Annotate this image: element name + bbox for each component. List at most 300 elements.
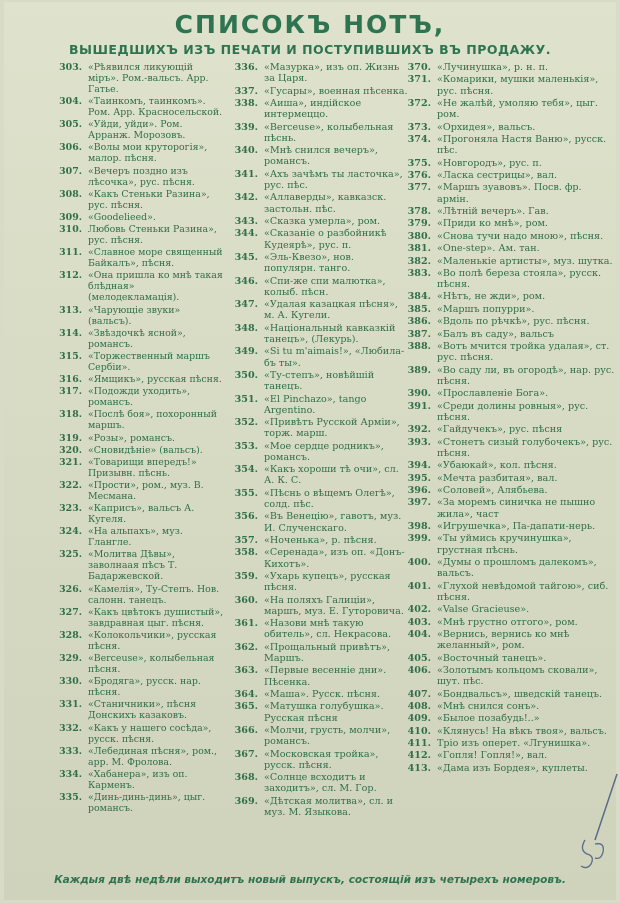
entry-number: 336.	[234, 62, 258, 73]
entry-title: «Звѣздочкѣ ясной», романсъ.	[88, 327, 186, 350]
entry-number: 385.	[407, 303, 431, 315]
entry-number: 351.	[234, 393, 258, 405]
catalog-entry	[54, 374, 224, 385]
entry-number: 393.	[407, 436, 431, 448]
entry-title: «Мечта разбитая», вал.	[437, 472, 558, 484]
catalog-column-3	[403, 62, 615, 775]
entry-number: 339.	[234, 121, 258, 133]
entry-number: 340.	[234, 145, 258, 157]
entry-title: «Ноченька», р. пѣсня.	[264, 535, 377, 547]
entry-title: «Эль-Квезо», нов. популярн. танго.	[264, 251, 354, 275]
catalog-entry	[403, 701, 615, 712]
entry-number: 334.	[59, 768, 82, 780]
entry-number: 390.	[407, 388, 431, 400]
catalog-entry	[403, 365, 615, 387]
entry-number: 379.	[407, 218, 431, 230]
entry-title: «Золотымъ кольцомъ сковали», шут. пѣс.	[437, 664, 598, 688]
catalog-entry	[403, 473, 615, 484]
catalog-column-2	[230, 62, 408, 819]
entry-title: «Гопля! Гопля!», вал.	[437, 750, 548, 762]
catalog-entry	[54, 503, 224, 525]
entry-title: «Вернись, вернись ко мнѣ желанный», ром.	[437, 628, 570, 652]
entry-title: «Клянусь! На вѣкъ твоя», вальсъ.	[437, 725, 607, 737]
pencil-mark-icon	[565, 770, 620, 880]
catalog-entry	[54, 62, 224, 95]
entry-title: «Сказаніе о разбойникѣ Кудеярѣ», рус. п.	[264, 228, 387, 251]
entry-number: 398.	[407, 520, 431, 532]
catalog-entry	[403, 388, 615, 399]
entry-number: 321.	[59, 456, 82, 468]
catalog-entry	[54, 212, 224, 223]
entry-title: «Таинкомъ, таинкомъ». Ром. Арр. Красносельской.	[88, 96, 223, 119]
catalog-entry	[403, 604, 615, 615]
catalog-entry	[403, 206, 615, 217]
entry-number: 357.	[234, 535, 258, 547]
entry-number: 349.	[234, 346, 258, 358]
entry-title: «Соловей», Алябьева.	[437, 484, 548, 496]
entry-title: «Маршъ попурри».	[437, 303, 535, 315]
entry-number: 330.	[59, 676, 82, 688]
catalog-entry	[230, 122, 408, 144]
entry-number: 362.	[234, 641, 258, 653]
catalog-entry	[230, 323, 408, 345]
catalog-entry	[54, 792, 224, 814]
catalog-entry	[403, 581, 615, 603]
entry-number: 311.	[59, 247, 82, 259]
entry-title: «Молитва Дѣвы», заволнаая пѣсъ Т. Бадаржевской.	[88, 549, 178, 583]
catalog-entry	[230, 689, 408, 700]
entry-title: «Волы мои круторогія», малор. пѣсня.	[88, 142, 208, 165]
entry-number: 413.	[407, 762, 431, 774]
entry-number: 408.	[407, 700, 431, 712]
entry-number: 333.	[59, 745, 82, 757]
entry-title: «Розы», романсъ.	[88, 432, 175, 444]
entry-title: «Чарующіе звуки» (вальсъ).	[88, 304, 181, 327]
catalog-entry	[54, 676, 224, 698]
catalog-entry	[403, 256, 615, 267]
entry-title: «Нѣтъ, не жди», ром.	[437, 291, 546, 303]
catalog-entry	[230, 394, 408, 416]
catalog-entry	[230, 547, 408, 569]
entry-title: «Глухой невѣдомой тайгою», сиб. пѣсня.	[437, 580, 609, 603]
catalog-entry	[230, 571, 408, 593]
catalog-entry	[403, 665, 615, 687]
entry-title: «El Pinchazo», tango Argentino.	[264, 393, 367, 416]
entry-title: «Лебединая пѣсня», ром., арр. М. Фролова.	[88, 745, 217, 768]
entry-title: «Аиша», индійское интермеццо.	[264, 97, 362, 121]
entry-title: «На альпахъ», муз. Глангле.	[88, 526, 183, 549]
entry-number: 402.	[407, 604, 431, 616]
entry-title: «One-step». Ам. тан.	[437, 243, 540, 255]
catalog-entry	[403, 182, 615, 204]
entry-title: «Ласка сестрицы», вал.	[437, 169, 558, 181]
catalog-entry	[403, 158, 615, 169]
catalog-entry	[54, 584, 224, 606]
catalog-entry	[54, 699, 224, 721]
entry-number: 406.	[407, 664, 431, 676]
entry-title: «Въ Венецію», гавотъ, муз. И. Слученскаго.	[264, 511, 402, 534]
entry-number: 332.	[59, 722, 82, 734]
catalog-entry	[403, 521, 615, 532]
entry-number: 369.	[234, 795, 258, 807]
catalog-entry	[54, 433, 224, 444]
catalog-entry	[230, 488, 408, 510]
entry-number: 327.	[59, 606, 82, 618]
entry-number: 308.	[59, 188, 82, 200]
catalog-entry	[403, 629, 615, 651]
entry-title: «Снова тучи надо мною», пѣсня.	[437, 230, 604, 242]
catalog-entry	[54, 746, 224, 768]
entry-number: 342.	[234, 192, 258, 204]
entry-number: 314.	[59, 327, 82, 339]
catalog-entry	[230, 346, 408, 368]
entry-title: «Бондвальсъ», шведскій танецъ.	[437, 688, 603, 700]
catalog-entry	[403, 713, 615, 724]
entry-title: «На поляхъ Галиціи», маршъ, муз. Е. Гуторовича.	[264, 594, 404, 617]
catalog-entry	[54, 166, 224, 188]
entry-title: «Вечеръ поздно изъ лѣсочка», рус. пѣсня.	[88, 165, 195, 188]
entry-number: 394.	[407, 460, 431, 472]
catalog-entry	[403, 243, 615, 254]
entry-number: 343.	[234, 215, 258, 227]
entry-number: 407.	[407, 688, 431, 700]
entry-title: «Стонетъ сизый голубочекъ», рус. пѣсня.	[437, 436, 613, 459]
entry-number: 405.	[407, 652, 431, 664]
catalog-entry	[230, 98, 408, 120]
entry-title: Любовь Стеньки Разина», рус. пѣсня.	[88, 224, 217, 247]
entry-title: «Мнѣ снился сонъ».	[437, 700, 540, 712]
catalog-entry	[403, 170, 615, 181]
entry-number: 352.	[234, 417, 258, 429]
entry-number: 338.	[234, 97, 258, 109]
catalog-entry	[230, 441, 408, 463]
catalog-entry	[54, 607, 224, 629]
entry-number: 305.	[59, 119, 82, 131]
entry-number: 325.	[59, 549, 82, 561]
entry-number: 348.	[234, 322, 258, 334]
catalog-entry	[403, 485, 615, 496]
entry-title: «Valse Gracieuse».	[437, 604, 530, 616]
entry-title: «Прославленіе Бога».	[437, 388, 549, 400]
entry-number: 372.	[407, 97, 431, 109]
catalog-entry	[230, 642, 408, 664]
entry-title: «Маша». Русск. пѣсня.	[264, 689, 381, 701]
entry-number: 323.	[59, 503, 82, 515]
catalog-entry	[54, 224, 224, 246]
entry-number: 404.	[407, 628, 431, 640]
entry-number: 412.	[407, 750, 431, 762]
page-subtitle: ВЫШЕДШИХЪ ИЗЪ ПЕЧАТИ И ПОСТУПИВШИХЪ ВЪ ПРОДАЖУ.	[69, 42, 551, 57]
entry-number: 373.	[407, 121, 431, 133]
entry-title: «Комарики, мушки маленькія», рус. пѣсня.	[437, 74, 599, 97]
entry-number: 397.	[407, 497, 431, 509]
entry-number: 341.	[234, 168, 258, 180]
entry-number: 377.	[407, 182, 431, 194]
catalog-entry	[403, 401, 615, 423]
entry-title: «Восточный танецъ».	[437, 652, 547, 664]
catalog-entry	[230, 772, 408, 794]
catalog-entry	[54, 549, 224, 582]
entry-title: «Прости», ром., муз. В. Месмана.	[88, 480, 204, 502]
entry-number: 358.	[234, 547, 258, 559]
entry-title: «Во полѣ береза стояла», русск. пѣсня.	[437, 267, 601, 291]
catalog-entry	[403, 316, 615, 327]
catalog-entry	[230, 701, 408, 723]
entry-title: «Сказка умерла», ром.	[264, 215, 381, 227]
entry-title: «Ахъ зачѣмъ ты ласточка», рус. пѣс.	[264, 168, 403, 191]
catalog-entry	[230, 86, 408, 97]
catalog-entry	[230, 417, 408, 439]
entry-number: 381.	[407, 243, 431, 255]
entry-title: «Послѣ боя», похоронный маршъ.	[88, 409, 217, 432]
catalog-entry	[230, 192, 408, 214]
entry-number: 396.	[407, 484, 431, 496]
entry-number: 409.	[407, 713, 431, 725]
catalog-entry	[230, 370, 408, 392]
catalog-entry	[230, 216, 408, 227]
entry-number: 387.	[407, 328, 431, 340]
entry-title: «Ты уймись кручинушка», грустная пѣснь.	[437, 533, 572, 556]
entry-title: «Игрушечка», Па-дапати-нерь.	[437, 520, 596, 532]
catalog-entry	[403, 329, 615, 340]
entry-title: «Московская тройка», русск. пѣсня.	[264, 748, 379, 771]
entry-number: 303.	[59, 62, 82, 73]
entry-number: 367.	[234, 748, 258, 760]
catalog-entry	[403, 738, 615, 749]
entry-number: 355.	[234, 487, 258, 499]
catalog-entry	[54, 653, 224, 675]
entry-title: «Гусары», военная пѣсенка.	[264, 85, 408, 97]
entry-number: 360.	[234, 594, 258, 606]
entry-title: «Goodelieed».	[88, 211, 156, 223]
catalog-entry	[403, 218, 615, 229]
entry-number: 307.	[59, 165, 82, 177]
entry-title: «Думы о прошломъ далекомъ», вальсъ.	[437, 556, 597, 580]
entry-number: 375.	[407, 157, 431, 169]
entry-number: 318.	[59, 409, 82, 421]
entry-title: «Среди долины ровныя», рус. пѣсня.	[437, 400, 589, 423]
catalog-entry	[54, 630, 224, 652]
entry-title: «Бродяга», русск. нар. пѣсня.	[88, 676, 201, 699]
entry-title: «Новгородъ», рус. п.	[437, 157, 542, 169]
catalog-entry	[54, 328, 224, 350]
entry-number: 345.	[234, 251, 258, 263]
entry-title: «Былое позабудь!..»	[437, 713, 540, 725]
entry-number: 399.	[407, 533, 431, 545]
entry-number: 366.	[234, 725, 258, 736]
catalog-entry	[403, 689, 615, 700]
entry-title: «Маленькіе артисты», муз. шутка.	[437, 255, 613, 267]
catalog-entry	[403, 268, 615, 290]
entry-title: Тріо изъ оперет. «Лгунишка».	[437, 738, 591, 750]
catalog-entry	[230, 725, 408, 747]
entry-number: 384.	[407, 291, 431, 303]
catalog-entry	[230, 749, 408, 771]
entry-title: «Прощальный привѣтъ», Маршъ.	[264, 641, 391, 665]
entry-number: 411.	[407, 738, 431, 750]
catalog-entry	[403, 304, 615, 315]
entry-title: «Во саду ли, въ огородѣ», нар. рус. пѣсня.	[437, 364, 615, 387]
entry-number: 350.	[234, 369, 258, 381]
entry-title: «Первые весенніе дни». Пѣсенка.	[264, 665, 387, 688]
entry-number: 319.	[59, 432, 82, 444]
entry-title: «Пѣснь о вѣщемъ Олегѣ», солд. пѣс.	[264, 487, 395, 511]
entry-number: 315.	[59, 350, 82, 362]
catalog-entry	[403, 557, 615, 579]
catalog-entry	[54, 119, 224, 141]
entry-title: «Ухарь купецъ», русская пѣсня.	[264, 571, 391, 594]
entry-title: «Колокольчики», русская пѣсня.	[88, 629, 217, 652]
entry-title: «Камелія», Ту-Степъ. Нов. салонн. танецъ.	[88, 583, 220, 606]
entry-number: 395.	[407, 472, 431, 484]
catalog-entry	[230, 299, 408, 321]
entry-title: «Ямщикъ», русская пѣсня.	[88, 374, 222, 386]
catalog-entry	[230, 169, 408, 191]
entry-number: 376.	[407, 169, 431, 181]
entry-number: 347.	[234, 299, 258, 311]
catalog-entry	[403, 291, 615, 302]
entry-number: 304.	[59, 96, 82, 108]
catalog-entry	[403, 62, 615, 73]
catalog-entry	[403, 533, 615, 555]
catalog-entry	[403, 617, 615, 628]
entry-number: 370.	[407, 62, 431, 73]
entry-number: 328.	[59, 629, 82, 641]
entry-title: «За моремъ синичка не пышно жила», част	[437, 497, 596, 520]
entry-title: «Дѣтская молитва», сл. и муз. М. Языкова.	[264, 795, 394, 818]
entry-title: «Аллаверды», кавказск. застольн. пѣс.	[264, 192, 387, 215]
catalog-column-1	[54, 62, 224, 815]
entry-title: «Мое сердце родникъ», романсъ.	[264, 440, 384, 463]
entry-number: 337.	[234, 85, 258, 97]
catalog-entry	[54, 305, 224, 327]
entry-number: 361.	[234, 618, 258, 630]
entry-title: «Какъ цвѣтокъ душистый», завдравная цыг. пѣсня.	[88, 606, 224, 629]
entry-number: 371.	[407, 74, 431, 86]
catalog-entry	[230, 276, 408, 298]
entry-title: «Мнѣ снился вечеръ», романсъ.	[264, 145, 378, 168]
entry-number: 389.	[407, 364, 431, 376]
catalog-entry	[403, 497, 615, 519]
catalog-entry	[54, 270, 224, 303]
catalog-entry	[230, 228, 408, 250]
entry-title: «Вдоль по рѣчкѣ», рус. пѣсня.	[437, 316, 590, 328]
page-title: СПИСОКЪ НОТЪ,	[174, 10, 446, 39]
entry-title: «Хабанера», изъ оп. Карменъ.	[88, 768, 188, 791]
entry-title: «Si tu m'aimais!», «Любила-бъ ты».	[264, 346, 405, 369]
catalog-entry	[230, 595, 408, 617]
catalog-entry	[54, 142, 224, 164]
entry-title: «Станичники», пѣсня Донскихъ казаковъ.	[88, 699, 196, 722]
entry-number: 364.	[234, 689, 258, 701]
catalog-entry	[230, 665, 408, 687]
catalog-entry	[403, 437, 615, 459]
entry-number: 383.	[407, 267, 431, 279]
entry-number: 368.	[234, 772, 258, 784]
entry-title: «Назови мнѣ такую обитель», сл. Некрасова.	[264, 618, 392, 641]
entry-title: «Какъ хороши тѣ очи», сл. А. К. С.	[264, 464, 399, 487]
entry-number: 391.	[407, 400, 431, 412]
entry-title: «Лучинушка», р. н. п.	[437, 62, 549, 73]
entry-number: 310.	[59, 224, 82, 236]
entry-number: 403.	[407, 616, 431, 628]
entry-number: 322.	[59, 480, 82, 491]
catalog-entry	[54, 189, 224, 211]
entry-title: «Рѣявился ликующій міръ». Ром.-вальсъ. Арр. Гатье.	[88, 62, 209, 95]
entry-title: «Подожди уходить», романсъ.	[88, 386, 191, 409]
entry-title: «Какъ у нашего сосѣда», русск. пѣсня.	[88, 722, 212, 745]
catalog-entry	[230, 464, 408, 486]
entry-number: 331.	[59, 699, 82, 711]
entry-title: «Маршъ зуавовъ». Посв. фр. армін.	[437, 182, 582, 205]
catalog-entry	[54, 723, 224, 745]
entry-title: «Удалая казацкая пѣсня», м. А. Кугели.	[264, 299, 398, 322]
entry-number: 382.	[407, 255, 431, 267]
entry-number: 401.	[407, 580, 431, 592]
catalog-entry	[403, 98, 615, 120]
entry-number: 354.	[234, 464, 258, 476]
catalog-entry	[403, 750, 615, 761]
entry-number: 356.	[234, 511, 258, 523]
entry-number: 386.	[407, 316, 431, 328]
entry-title: «Приди ко мнѣ», ром.	[437, 218, 548, 230]
entry-number: 313.	[59, 304, 82, 316]
entry-number: 306.	[59, 142, 82, 154]
catalog-entry	[403, 231, 615, 242]
catalog-entry	[230, 145, 408, 167]
catalog-entry	[230, 618, 408, 640]
entry-number: 346.	[234, 275, 258, 287]
catalog-entry	[230, 252, 408, 274]
entry-title: «Она пришла ко мнѣ такая блѣдная» (мелодекламація).	[88, 270, 223, 304]
catalog-entry	[230, 62, 408, 84]
entry-number: 374.	[407, 133, 431, 145]
entry-number: 320.	[59, 444, 82, 456]
catalog-entry	[54, 96, 224, 118]
catalog-entry	[54, 409, 224, 431]
entry-title: «Убаюкай», кол. пѣсня.	[437, 460, 557, 472]
entry-number: 378.	[407, 205, 431, 217]
catalog-entry	[54, 457, 224, 479]
catalog-entry	[230, 796, 408, 818]
catalog-entry	[54, 480, 224, 502]
entry-title: «Балъ въ саду», вальсъ	[437, 328, 554, 340]
catalog-entry	[403, 341, 615, 363]
entry-title: «Матушка голубушка». Русская пѣсня	[264, 701, 384, 724]
entry-title: «Національный кавказкій танецъ», (Лекурь).	[264, 322, 396, 345]
entry-title: «Каприсъ», вальсъ А. Кугеля.	[88, 503, 195, 526]
entry-title: «Дама изъ Бордея», куплеты.	[437, 762, 588, 774]
entry-title: «Молчи, грусть, молчи», романсъ.	[264, 725, 391, 748]
entry-number: 365.	[234, 701, 258, 713]
entry-number: 400.	[407, 556, 431, 568]
entry-number: 335.	[59, 792, 82, 804]
catalog-entry	[403, 74, 615, 96]
entry-title: «Вотъ мчится тройка удалая», ст. рус. пѣсня.	[437, 341, 610, 364]
entry-title: «Торжественный маршъ Сербіи».	[88, 350, 210, 373]
catalog-entry	[403, 653, 615, 664]
entry-number: 326.	[59, 583, 82, 595]
entry-title: «Сновидѣніе» (вальсъ).	[88, 444, 203, 456]
entry-number: 324.	[59, 526, 82, 538]
entry-title: «Серенада», изъ оп. «Донъ-Кихотъ».	[264, 547, 405, 570]
entry-title: «Славное море священный Байкалъ», пѣсня.	[88, 247, 223, 270]
catalog-entry	[230, 535, 408, 546]
entry-number: 359.	[234, 571, 258, 583]
entry-title: «Не жалѣй, умоляю тебя», цыг. ром.	[437, 97, 598, 121]
entry-title: «Орхидея», вальсъ.	[437, 121, 536, 133]
catalog-entry	[54, 351, 224, 373]
